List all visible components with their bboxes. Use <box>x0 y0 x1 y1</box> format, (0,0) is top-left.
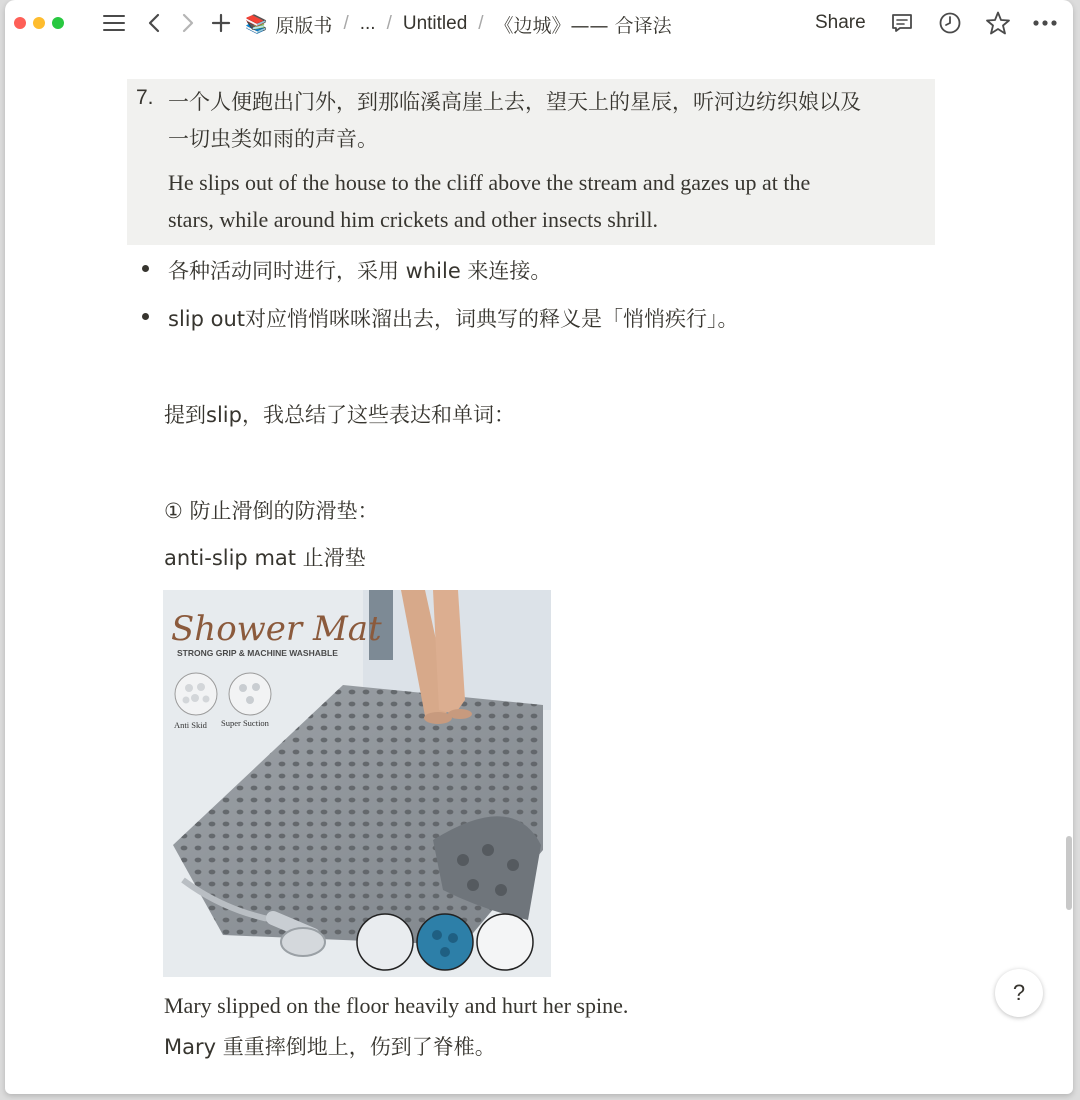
breadcrumb-item-book[interactable]: 原版书 <box>275 14 333 37</box>
breadcrumb-item-untitled[interactable]: Untitled <box>402 13 468 34</box>
item7-english-line2: stars, while around him crickets and other insects shrill. <box>168 207 658 232</box>
help-icon[interactable]: ? <box>995 969 1043 1017</box>
chevron-right-icon[interactable] <box>175 10 201 36</box>
star-icon[interactable] <box>985 10 1011 36</box>
shower-mat-image[interactable] <box>163 590 551 977</box>
breadcrumb-separator: / <box>386 13 392 34</box>
comment-icon[interactable] <box>889 10 915 36</box>
image-feature-suction: Super Suction <box>221 718 269 728</box>
top-bar <box>5 0 1073 46</box>
section-heading: ① 防止滑倒的防滑垫： <box>164 499 379 523</box>
zoom-window-button[interactable] <box>52 17 64 29</box>
image-feature-anti-skid: Anti Skid <box>174 720 207 730</box>
item7-english-line1: He slips out of the house to the cliff above the stream and gazes up at the <box>168 170 811 195</box>
close-window-button[interactable] <box>14 17 26 29</box>
app-window <box>5 0 1073 1094</box>
minimize-window-button[interactable] <box>33 17 45 29</box>
bullet-dot <box>142 265 149 272</box>
bullet-item-slip-out: slip out对应悄悄咪咪溜出去，词典写的释义是「悄悄疾行」。 <box>168 307 739 331</box>
books-icon: 📚 <box>245 13 268 34</box>
scrollbar-thumb[interactable] <box>1066 836 1072 910</box>
share-button[interactable]: Share <box>815 12 866 33</box>
window-controls <box>14 17 64 29</box>
more-horizontal-icon[interactable] <box>1032 10 1058 36</box>
image-title: Shower Mat <box>171 609 382 649</box>
breadcrumb-separator: / <box>478 13 484 34</box>
breadcrumb-item-current[interactable]: 《边城》—— 合译法 <box>494 14 672 37</box>
term-line: anti-slip mat 止滑垫 <box>164 546 366 570</box>
breadcrumb-item-ellipsis[interactable]: ... <box>359 13 376 34</box>
image-subtitle: STRONG GRIP & MACHINE WASHABLE <box>177 648 338 658</box>
example-chinese: Mary 重重摔倒地上，伤到了脊椎。 <box>164 1035 496 1059</box>
breadcrumb-separator: / <box>343 13 349 34</box>
breadcrumb <box>245 12 672 36</box>
plus-icon[interactable] <box>208 10 234 36</box>
intro-paragraph: 提到slip，我总结了这些表达和单词： <box>164 403 515 427</box>
bullet-dot <box>142 313 149 320</box>
chevron-left-icon[interactable] <box>141 10 167 36</box>
page-content <box>5 46 1073 1094</box>
hamburger-icon[interactable] <box>101 10 127 36</box>
example-english: Mary slipped on the floor heavily and hurt her spine. <box>164 993 629 1018</box>
shower-mat-illustration <box>163 590 551 977</box>
item7-chinese-line2: 一切虫类如雨的声音。 <box>168 127 378 151</box>
item7-chinese-line1: 一个人便跑出门外，到那临溪高崖上去，望天上的星辰，听河边纺织娘以及 <box>168 90 861 114</box>
list-number: 7. <box>136 86 154 109</box>
clock-icon[interactable] <box>937 10 963 36</box>
bullet-item-while: 各种活动同时进行，采用 while 来连接。 <box>168 259 552 283</box>
